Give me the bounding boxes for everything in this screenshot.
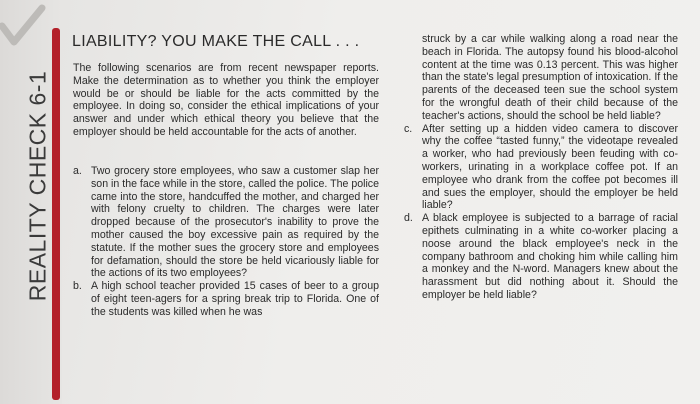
- right-column: [404, 33, 678, 302]
- scenario-list-right: [404, 122, 678, 302]
- item-letter: b.: [73, 280, 82, 293]
- accent-bar: [52, 28, 60, 400]
- item-letter: a.: [73, 165, 82, 177]
- item-text: A black employee is subjected to a barrage of racial epithets culminating in a white co-worker placing a noose around the black employee's neck in the company bathroom and choking him while calling him a monkey and the N-word. Managers knew about the harassment but did nothing about it. Should the employer be held liable?: [422, 212, 678, 301]
- item-letter: c.: [404, 122, 413, 135]
- checkmark-icon: [0, 4, 46, 54]
- section-label: REALITY CHECK 6-1: [24, 70, 51, 302]
- item-letter: d.: [404, 212, 413, 225]
- intro-paragraph: The following scenarios are from recent newspaper reports. Make the determination as to whether you think the employer would be or should be liable for the acts committed by the employee. In doing so, consider the ethical implications of your answer and under which ethical theory you believe that the employer should be held accountable for the acts of another.: [73, 62, 379, 138]
- continuation-text: struck by a car while walking along a road near the beach in Florida. The autopsy found his blood-alcohol content at the time was 0.13 percent. This was higher than the state's legal presumption of intoxication. If the parents of the deceased teen sue the school system for the wrongful death of their child because of the teacher's actions, should the school be held liable?: [422, 33, 678, 122]
- scenario-item: [404, 123, 678, 213]
- item-text: After setting up a hidden video camera to discover why the coffee “tasted funny,” the videotape revealed a worker, who had previously been feuding with co-workers, urinating in a workplace coffee pot. If an employee who drank from the coffee pot becomes ill and sues the employer, should the employer be held liable?: [422, 122, 678, 212]
- item-text: Two grocery store employees, who saw a customer slap her son in the face while in the store, called the police. The police came into the store, handcuffed the mother, and charged her with felony cruelty to children. The charges were later dropped because of the prosecutor's inability to prove the mother caused the boy excessive pain as required by the statute. If the mother sues the grocery store and employees for defamation, should the store be held vicariously liable for the actions of its two employees?: [91, 165, 379, 280]
- scenario-item: [73, 280, 379, 318]
- scenario-item: [404, 212, 678, 302]
- item-text: A high school teacher provided 15 cases of beer to a group of eight teen-agers for a spring break trip to Florida. One of the students was killed when he was: [91, 280, 379, 318]
- scenario-item: [73, 165, 379, 280]
- box-title: LIABILITY? YOU MAKE THE CALL . . .: [72, 33, 360, 50]
- scenario-list-left: [73, 165, 379, 319]
